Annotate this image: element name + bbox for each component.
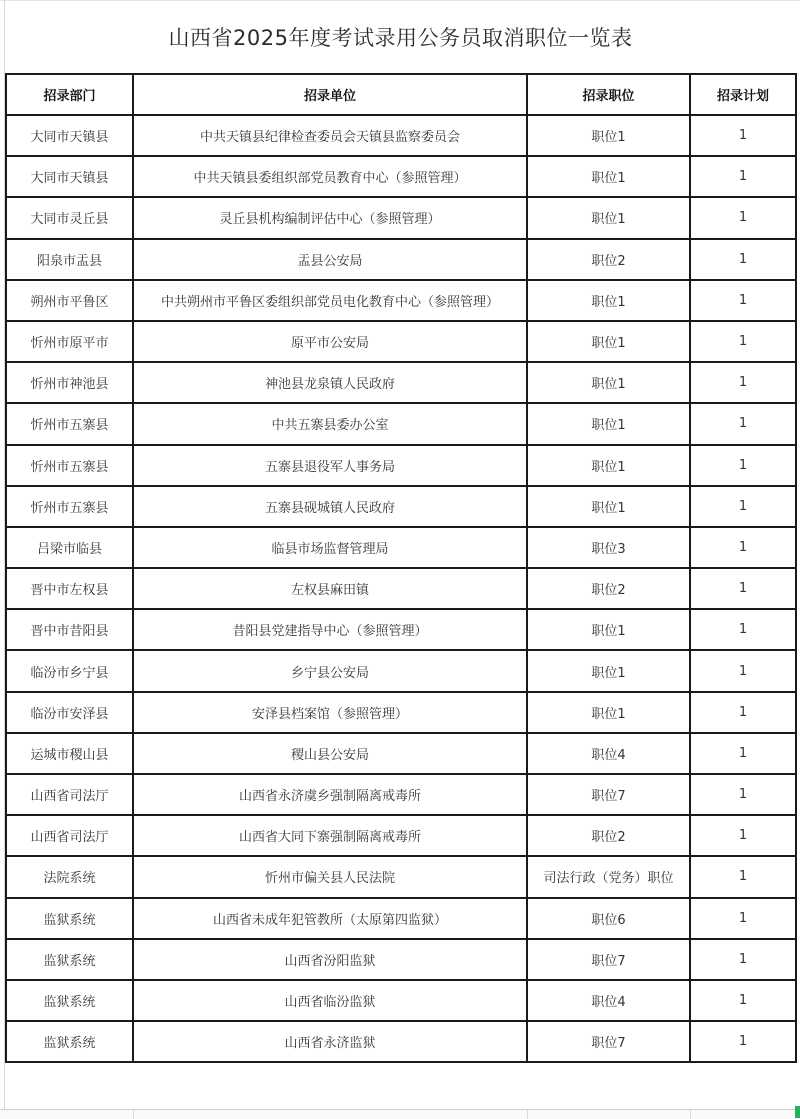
- cell-plan[interactable]: 1: [690, 362, 796, 403]
- cell-plan[interactable]: 1: [690, 898, 796, 939]
- cell-unit[interactable]: 五寨县退役军人事务局: [133, 445, 527, 486]
- cell-position[interactable]: 职位6: [527, 898, 690, 939]
- cell-plan[interactable]: 1: [690, 692, 796, 733]
- cell-plan[interactable]: 1: [690, 115, 796, 156]
- cell-unit[interactable]: 五寨县砚城镇人民政府: [133, 486, 527, 527]
- cell-unit[interactable]: 稷山县公安局: [133, 733, 527, 774]
- cell-unit[interactable]: 山西省永济虞乡强制隔离戒毒所: [133, 774, 527, 815]
- cell-plan[interactable]: 1: [690, 650, 796, 691]
- cell-department[interactable]: 大同市天镇县: [6, 156, 133, 197]
- table-row: [6, 609, 796, 650]
- cell-unit[interactable]: 中共五寨县委办公室: [133, 403, 527, 444]
- cell-unit[interactable]: 中共朔州市平鲁区委组织部党员电化教育中心（参照管理）: [133, 280, 527, 321]
- cell-department[interactable]: 吕梁市临县: [6, 527, 133, 568]
- cell-unit[interactable]: 山西省大同下寨强制隔离戒毒所: [133, 815, 527, 856]
- cell-position[interactable]: 职位4: [527, 980, 690, 1021]
- cell-unit[interactable]: 安泽县档案馆（参照管理）: [133, 692, 527, 733]
- cell-unit[interactable]: 原平市公安局: [133, 321, 527, 362]
- cell-plan[interactable]: 1: [690, 939, 796, 980]
- cell-unit[interactable]: 神池县龙泉镇人民政府: [133, 362, 527, 403]
- cell-plan[interactable]: 1: [690, 609, 796, 650]
- cell-unit[interactable]: 临县市场监督管理局: [133, 527, 527, 568]
- cell-department[interactable]: 监狱系统: [6, 980, 133, 1021]
- cell-position[interactable]: 职位1: [527, 445, 690, 486]
- cell-department[interactable]: 大同市天镇县: [6, 115, 133, 156]
- cell-department[interactable]: 朔州市平鲁区: [6, 280, 133, 321]
- cell-position[interactable]: 职位1: [527, 692, 690, 733]
- cell-position[interactable]: 职位7: [527, 939, 690, 980]
- cell-department[interactable]: 晋中市左权县: [6, 568, 133, 609]
- table-row: [6, 1021, 796, 1062]
- cell-position[interactable]: 职位2: [527, 815, 690, 856]
- cell-plan[interactable]: 1: [690, 239, 796, 280]
- cell-unit[interactable]: 乡宁县公安局: [133, 650, 527, 691]
- cell-position[interactable]: 职位3: [527, 527, 690, 568]
- cell-position[interactable]: 司法行政（党务）职位: [527, 856, 690, 897]
- cell-plan[interactable]: 1: [690, 321, 796, 362]
- cell-department[interactable]: 大同市灵丘县: [6, 197, 133, 238]
- cell-department[interactable]: 阳泉市盂县: [6, 239, 133, 280]
- cancelled-positions-table: [5, 73, 797, 1063]
- cell-unit[interactable]: 山西省汾阳监狱: [133, 939, 527, 980]
- cell-unit[interactable]: 中共天镇县纪律检查委员会天镇县监察委员会: [133, 115, 527, 156]
- cell-plan[interactable]: 1: [690, 197, 796, 238]
- table-row: [6, 321, 796, 362]
- table-row: [6, 197, 796, 238]
- cell-position[interactable]: 职位7: [527, 1021, 690, 1062]
- cell-position[interactable]: 职位1: [527, 156, 690, 197]
- table-row: [6, 733, 796, 774]
- cell-department[interactable]: 忻州市五寨县: [6, 486, 133, 527]
- header-plan[interactable]: 招录计划: [690, 74, 796, 115]
- cell-position[interactable]: 职位1: [527, 321, 690, 362]
- cell-department[interactable]: 运城市稷山县: [6, 733, 133, 774]
- cell-department[interactable]: 忻州市五寨县: [6, 445, 133, 486]
- table-row: [6, 403, 796, 444]
- cell-position[interactable]: 职位1: [527, 403, 690, 444]
- cell-department[interactable]: 忻州市原平市: [6, 321, 133, 362]
- cell-plan[interactable]: 1: [690, 733, 796, 774]
- cell-department[interactable]: 忻州市五寨县: [6, 403, 133, 444]
- cell-position[interactable]: 职位2: [527, 568, 690, 609]
- cell-plan[interactable]: 1: [690, 486, 796, 527]
- cell-position[interactable]: 职位1: [527, 362, 690, 403]
- table-row: [6, 692, 796, 733]
- table-row: [6, 774, 796, 815]
- table-row: [6, 815, 796, 856]
- header-department[interactable]: 招录部门: [6, 74, 133, 115]
- cell-position[interactable]: 职位1: [527, 115, 690, 156]
- table-row: [6, 527, 796, 568]
- cell-plan[interactable]: 1: [690, 1021, 796, 1062]
- cell-unit[interactable]: 忻州市偏关县人民法院: [133, 856, 527, 897]
- cell-unit[interactable]: 中共天镇县委组织部党员教育中心（参照管理）: [133, 156, 527, 197]
- cell-department[interactable]: 监狱系统: [6, 939, 133, 980]
- cell-position[interactable]: 职位7: [527, 774, 690, 815]
- cell-position[interactable]: 职位4: [527, 733, 690, 774]
- table-row: [6, 486, 796, 527]
- table-row: [6, 156, 796, 197]
- table-row: [6, 898, 796, 939]
- cell-unit[interactable]: 山西省永济监狱: [133, 1021, 527, 1062]
- table-row: [6, 445, 796, 486]
- table-row: [6, 239, 796, 280]
- table-row: [6, 650, 796, 691]
- cell-department[interactable]: 监狱系统: [6, 1021, 133, 1062]
- table-row: [6, 939, 796, 980]
- cell-position[interactable]: 职位1: [527, 486, 690, 527]
- cell-department[interactable]: 临汾市乡宁县: [6, 650, 133, 691]
- cell-unit[interactable]: 昔阳县党建指导中心（参照管理）: [133, 609, 527, 650]
- cell-position[interactable]: 职位1: [527, 609, 690, 650]
- cell-plan[interactable]: 1: [690, 280, 796, 321]
- table-row: [6, 980, 796, 1021]
- cell-department[interactable]: 山西省司法厅: [6, 815, 133, 856]
- cell-plan[interactable]: 1: [690, 815, 796, 856]
- cell-department[interactable]: 法院系统: [6, 856, 133, 897]
- selection-fill-handle[interactable]: [795, 1106, 800, 1118]
- cell-plan[interactable]: 1: [690, 856, 796, 897]
- cell-unit[interactable]: 盂县公安局: [133, 239, 527, 280]
- sheet-title[interactable]: 山西省2025年度考试录用公务员取消职位一览表: [168, 26, 633, 50]
- cell-department[interactable]: 忻州市神池县: [6, 362, 133, 403]
- cell-department[interactable]: 监狱系统: [6, 898, 133, 939]
- table-row: [6, 856, 796, 897]
- cell-plan[interactable]: 1: [690, 156, 796, 197]
- header-position[interactable]: 招录职位: [527, 74, 690, 115]
- header-unit[interactable]: 招录单位: [133, 74, 527, 115]
- cell-plan[interactable]: 1: [690, 568, 796, 609]
- cell-position[interactable]: 职位1: [527, 650, 690, 691]
- cell-unit[interactable]: 山西省未成年犯管教所（太原第四监狱）: [133, 898, 527, 939]
- cell-plan[interactable]: 1: [690, 527, 796, 568]
- cell-plan[interactable]: 1: [690, 445, 796, 486]
- cell-plan[interactable]: 1: [690, 403, 796, 444]
- cell-department[interactable]: 山西省司法厅: [6, 774, 133, 815]
- cell-position[interactable]: 职位1: [527, 197, 690, 238]
- header-row: [6, 74, 796, 115]
- table-row: [6, 280, 796, 321]
- cell-position[interactable]: 职位1: [527, 280, 690, 321]
- cell-unit[interactable]: 灵丘县机构编制评估中心（参照管理）: [133, 197, 527, 238]
- cell-plan[interactable]: 1: [690, 980, 796, 1021]
- cell-department[interactable]: 晋中市昔阳县: [6, 609, 133, 650]
- cell-plan[interactable]: 1: [690, 774, 796, 815]
- cell-unit[interactable]: 山西省临汾监狱: [133, 980, 527, 1021]
- table-row: [6, 362, 796, 403]
- table-row: [6, 568, 796, 609]
- table-row: [6, 115, 796, 156]
- cell-department[interactable]: 临汾市安泽县: [6, 692, 133, 733]
- cell-position[interactable]: 职位2: [527, 239, 690, 280]
- cell-unit[interactable]: 左权县麻田镇: [133, 568, 527, 609]
